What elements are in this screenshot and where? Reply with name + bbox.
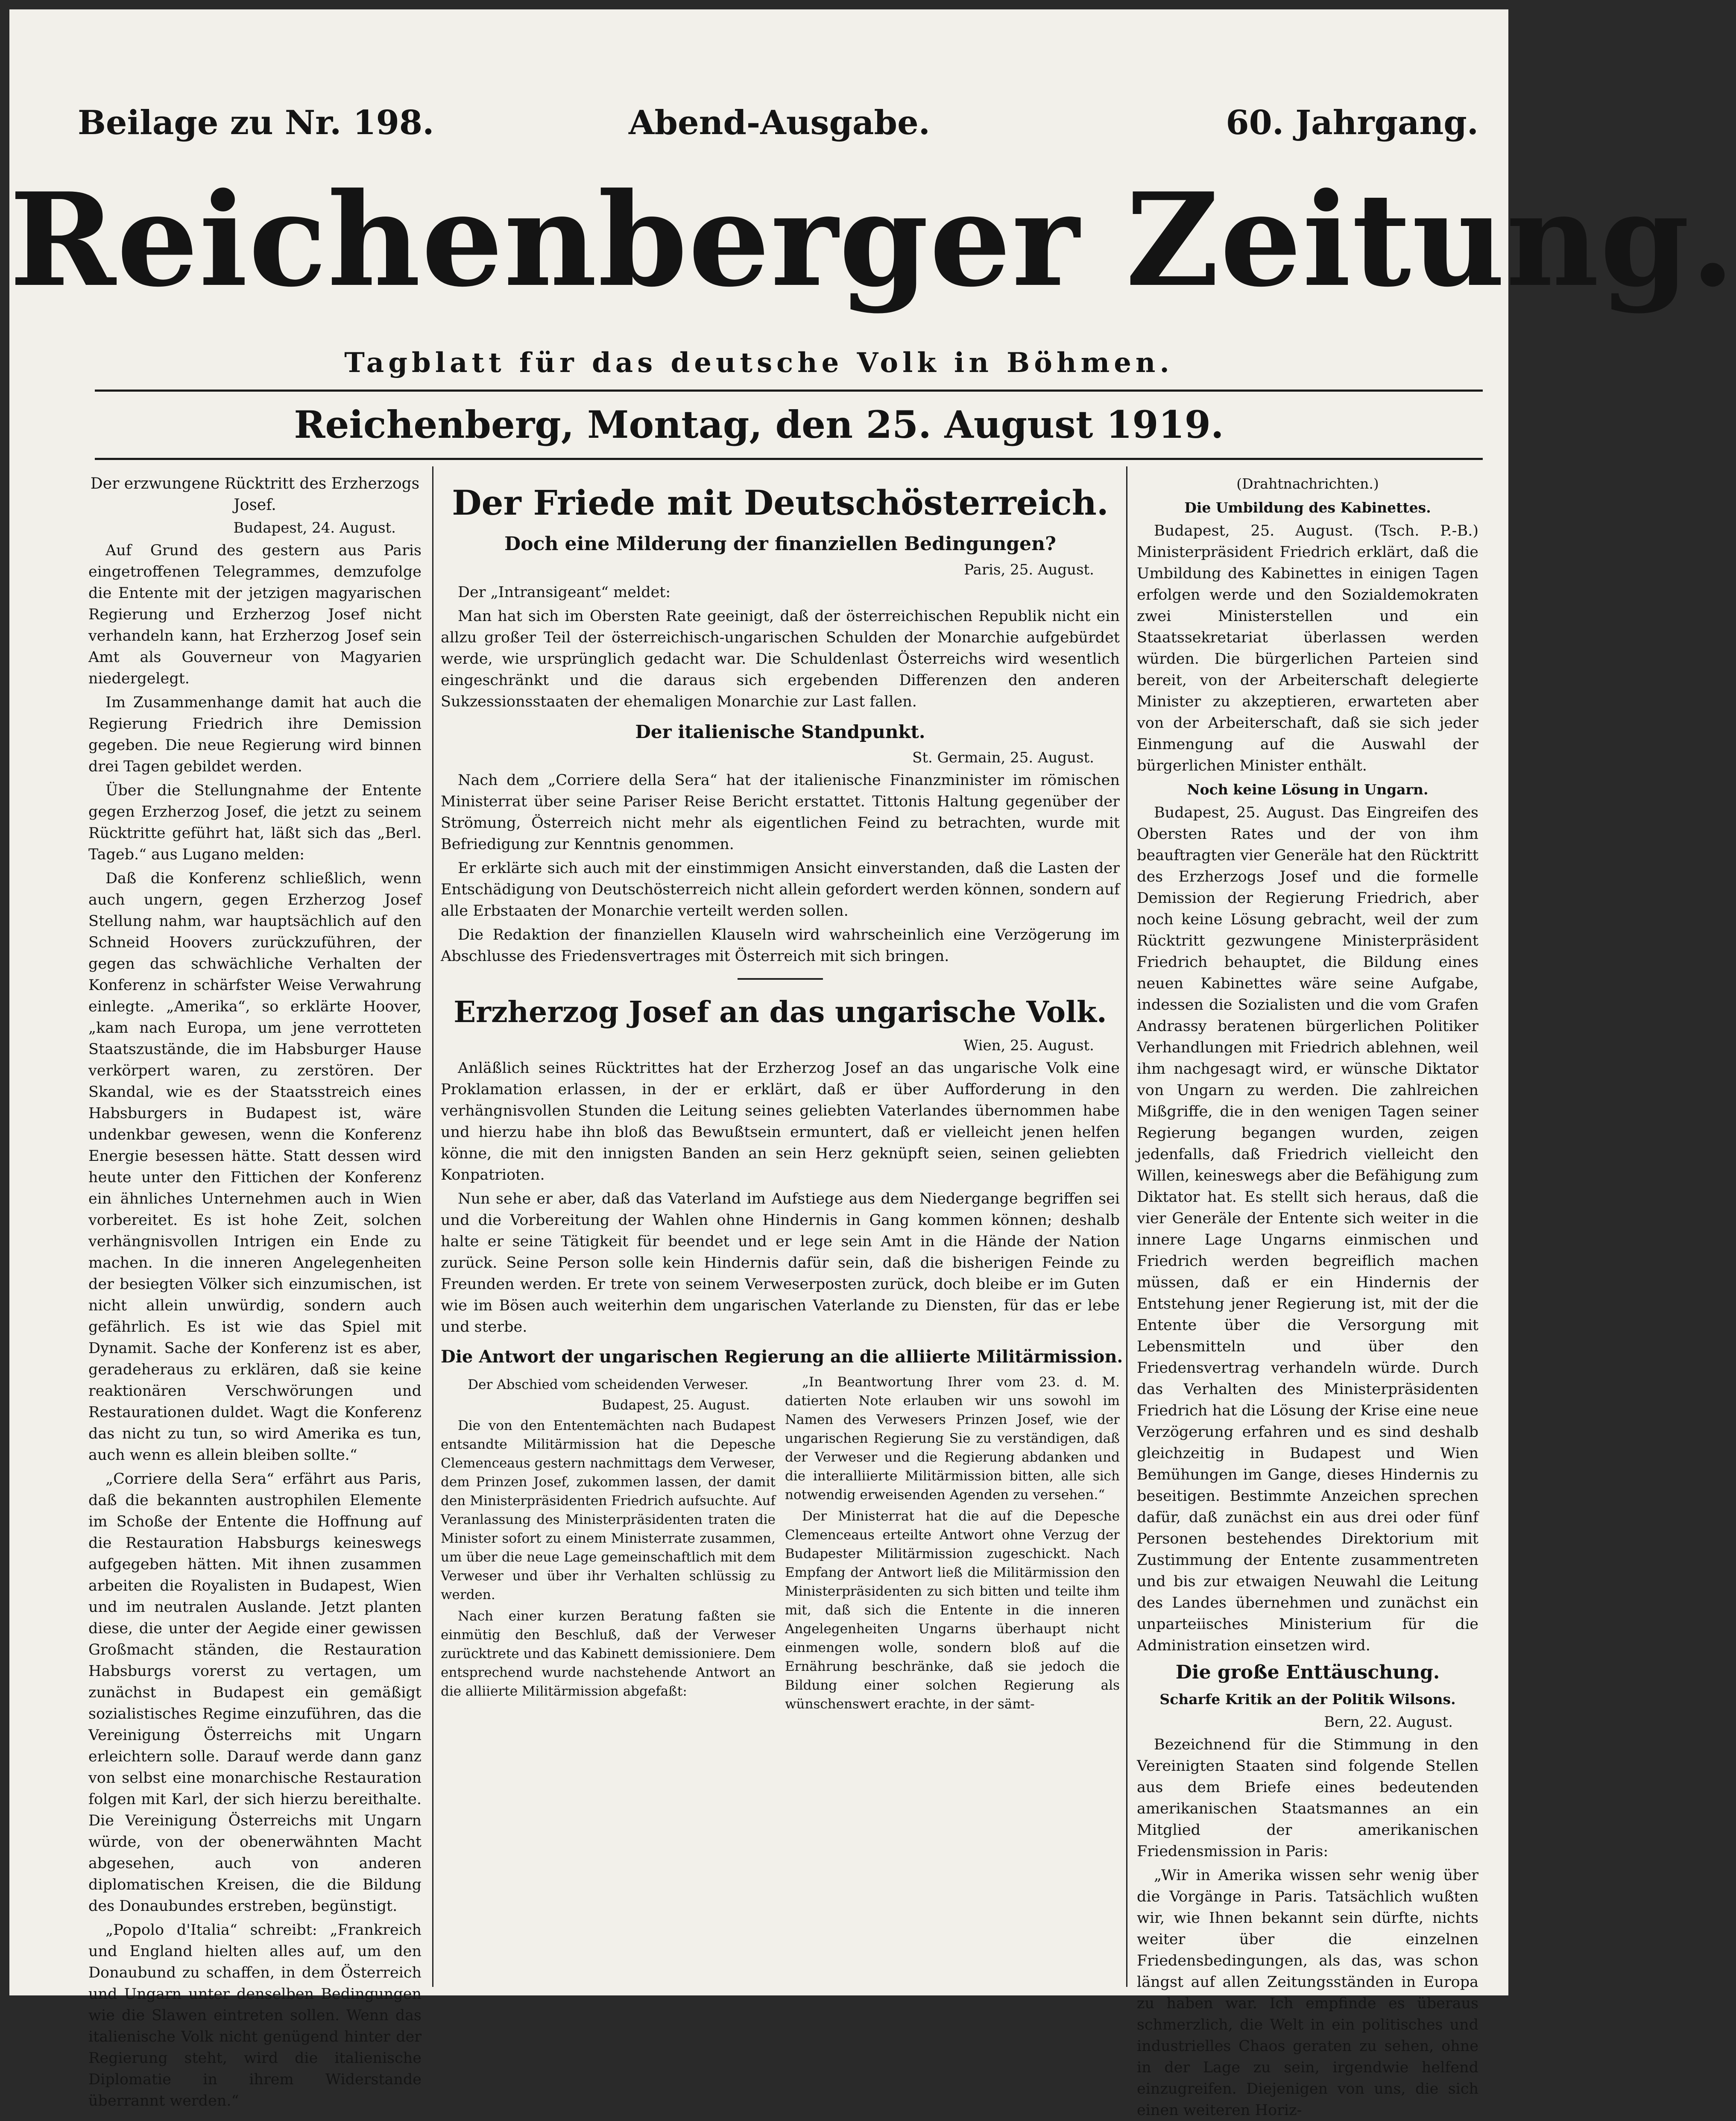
paragraph: Nun sehe er aber, daß das Vaterland im Aufstiege aus dem Niedergange begriffen sei und die Vorbereitung der Wahlen ohne Hindernis in Gang kommen können; deshalb halte er seine Tätigkeit für beendet und er lege sein Amt in die Hände der Nation zurück. Seine Person solle kein Hindernis dafür sein, daß die bisherigen Feinde zu Freunden werden. Er trete von seinem Verweserposten zurück, doch bleibe er im Guten wie im Bösen auch weiterhin dem ungarischen Vaterlande zu Diensten, für das er lebe und sterbe.	[441, 1190, 1120, 1336]
dateline: Reichenberg, Montag, den 25. August 1919.	[294, 402, 1224, 447]
sub-column-left	[441, 1373, 776, 1716]
subheading-wilson: Scharfe Kritik an der Politik Wilsons.	[1159, 1691, 1456, 1708]
paragraph: Im Zusammenhange damit hat auch die Regierung Friedrich ihre Demission gegeben. Die neue Regierung wird binnen drei Tagen gebildet werden.	[88, 694, 422, 775]
right-column	[1137, 471, 1478, 2119]
paragraph: Anläßlich seines Rücktrittes hat der Erzherzog Josef an das ungarische Volk eine Proklamation erlassen, in der er erklärt, daß er über Aufforderung in den verhängnisvollen Stunden die Leitung seines geliebten Vaterlandes übernommen habe und hierzu habe ihn bloß das Bewußtsein ermuntert, daß er vielleicht jenen helfen könne, die mit den innigsten Banden an sein Herz geknüpft seien, seinen geliebten Konpatrioten.	[441, 1060, 1120, 1184]
headline-militarmission: Die Antwort der ungarischen Regierung an die alliierte Militärmission.	[441, 1347, 1123, 1367]
heading-enttauschung: Die große Enttäuschung.	[1175, 1661, 1440, 1683]
section-divider	[738, 978, 823, 980]
headline-friede: Der Friede mit Deutschösterreich.	[452, 483, 1109, 523]
volume-label: 60. Jahrgang.	[1226, 103, 1478, 142]
subheadline-milderung: Doch eine Milderung der finanziellen Bedingungen?	[504, 533, 1056, 555]
article-date: St. Germain, 25. August.	[912, 749, 1094, 766]
paragraph: Budapest, 25. August. (Tsch. P.-B.) Ministerpräsident Friedrich erklärt, daß die Umbildung des Kabinettes in einigen Tagen erfolgen werde und den Sozialdemokraten zwei Ministerstellen und ein Staatssekretariat überlassen werden würden. Die bürgerlichen Parteien sind bereit, von der Arbeiterschaft delegierte Minister zu akzeptieren, erwarteten aber von der Arbeiterschaft, daß sie sich jeder Einmengung auf die Auswahl der bürgerlichen Minister enthält.	[1137, 522, 1478, 774]
masthead-divider-bottom	[95, 458, 1483, 460]
paragraph: Man hat sich im Obersten Rate geeinigt, daß der österreichischen Republik nicht ein allzu großer Teil der österreichisch-ungarischen Schulden der Monarchie aufgebürdet werde, wie ursprünglich gedacht war. Die Schuldenlast Österreichs wird wesentlich eingeschränkt und die daraus sich ergebenden Differenzen den anderen Sukzessionsstaaten der ehemaligen Monarchie zur Last fallen.	[441, 608, 1120, 710]
article-date: Budapest, 25. August.	[602, 1397, 750, 1413]
middle-column	[441, 471, 1123, 1983]
paragraph: Nach einer kurzen Beratung faßten sie einmütig den Beschluß, daß der Verweser zurücktrete und das Kabinett demissioniere. Dem entsprechend wurde nachstehende Antwort an die alliierte Militärmission abgefaßt:	[441, 1608, 776, 1699]
paragraph: „Corriere della Sera“ erfährt aus Paris, daß die bekannten austrophilen Elemente im Schoße der Entente die Hoffnung auf die Restauration Habsburgs keineswegs aufgegeben hätten. Mit ihnen zusammen arbeiten die Royalisten in Budapest, Wien und im neutralen Auslande. Jetzt planten diese, die unter der Aegide einer gewissen Großmacht ständen, die Restauration Habsburgs vorerst zu vertagen, um zunächst in Budapest ein gemäßigt sozialistisches Regime einzuführen, das die Vereinigung Österreichs mit Ungarn erleichtern solle. Darauf werde dann ganz von selbst eine monarchische Restauration folgen mit Karl, der sich hierzu bereithalte. Die Vereinigung Österreichs mit Ungarn würde, von der obenerwähnten Macht abgesehen, auch von anderen diplomatischen Kreisen, die die Bildung des Donaubundes erstreben, begünstigt.	[88, 1471, 422, 1915]
paragraph: „In Beantwortung Ihrer vom 23. d. M. datierten Note erlauben wir uns sowohl im Namen des Verwesers Prinzen Josef, wie der ungarischen Regierung Sie zu verständigen, daß der Verweser und die Regierung abdanken und die interalliierte Militärmission bitten, alle sich notwendig erweisenden Agenden zu versehen.“	[785, 1374, 1120, 1503]
paragraph: „Popolo d'Italia“ schreibt: „Frankreich und England hielten alles auf, um den Donaubund zu schaffen, in dem Österreich und Ungarn unter denselben Bedingungen wie die Slawen eintreten sollen. Wenn das italienische Volk nicht genügend hinter der Regierung steht, wird die italienische Diplomatie in ihrem Widerstande überrannt werden.“	[88, 1922, 422, 2109]
newspaper-title: Reichenberger Zeitung.	[9, 164, 1736, 315]
paragraph: Budapest, 25. August. Das Eingreifen des Obersten Rates und der von ihm beauftragten vier Generäle hat den Rücktritt des Erzherzogs Josef und die formelle Demission der Regierung Friedrich, aber noch keine Lösung gebracht, weil der zum Rücktritt gezwungene Ministerpräsident Friedrich behauptet, die Bildung eines neuen Kabinettes wäre seine Aufgabe, indessen die Sozialisten und die vom Grafen Andrassy beratenen bürgerlichen Politiker Verhandlungen mit Friedrich ablehnen, weil ihm nachgesagt wird, er wünsche Diktator von Ungarn zu werden. Die zahlreichen Mißgriffe, die in den wenigen Tagen seiner Regierung begangen wurden, zeigen jedenfalls, daß Friedrich vielleicht den Willen, keineswegs aber die Befähigung zum Diktator hat. Es stellt sich heraus, daß die vier Generäle der Entente sich weiter in die innere Lage Ungarns einmischen und Friedrich werden begreiflich machen müssen, daß er ein Hindernis der Entstehung jener Regierung ist, mit der die Entente über die Versorgung mit Lebensmitteln und über den Friedensvertrag verhandeln würde. Durch das Verhalten des Ministerpräsidenten Friedrich hat die Lösung der Krise eine neue Verzögerung erfahren und es sind deshalb gleichzeitig in Budapest und Wien Bemühungen im Gange, dieses Hindernis zu beseitigen. Bestimmte Anzeichen sprechen dafür, daß zunächst ein aus drei oder fünf Personen bestehendes Direktorium mit Zustimmung der Entente zusammentreten und bis zur etwaigen Neuwahl die Leitung des Landes übernehmen und zunächst ein unparteiisches Ministerium für die Administration einsetzen wird.	[1137, 804, 1478, 1654]
masthead-topline	[9, 103, 1508, 146]
two-column-article	[441, 1373, 1120, 1716]
paragraph: Er erklärte sich auch mit der einstimmigen Ansicht einverstanden, daß die Lasten der Entschädigung von Deutschösterreich nicht allein gefordert werden können, sondern auf alle Erbstaaten der Monarchie verteilt werden sollen.	[441, 860, 1120, 920]
article-date: Bern, 22. August.	[1324, 1714, 1453, 1731]
wire-news-note: (Drahtnachrichten.)	[1236, 475, 1379, 492]
article-date: Paris, 25. August.	[964, 561, 1094, 578]
subheadline-italienisch: Der italienische Standpunkt.	[635, 721, 925, 742]
sub-column-right	[785, 1373, 1120, 1716]
paragraph: Bezeichnend für die Stimmung in den Vereinigten Staaten sind folgende Stellen aus dem Briefe eines bedeutenden amerikanischen Staatsmannes an ein Mitglied der amerikanischen Friedensmission in Paris:	[1137, 1736, 1478, 1860]
newspaper-page	[9, 9, 1736, 2119]
supplement-number: Beilage zu Nr. 198.	[78, 103, 434, 142]
paragraph: Der Ministerrat hat die auf die Depesche Clemenceaus erteilte Antwort ohne Verzug der Budapester Militärmission zugeschickt. Nach Empfang der Antwort ließ die Militärmission den Ministerpräsidenten zu sich bitten und teilte ihm mit, daß sich die Entente in die inneren Angelegenheiten Ungarns überhaupt nicht einmengen wolle, sondern bloß auf die Ernährung beschränke, daß sie jedoch die Bildung einer solchen Regierung als wünschenswert erachte, in der sämt-	[785, 1509, 1120, 1712]
paragraph: Über die Stellungnahme der Entente gegen Erzherzog Josef, die jetzt zu seinem Rücktritte geführt hat, läßt sich das „Berl. Tageb.“ aus Lugano melden:	[88, 782, 422, 863]
paragraph: Nach dem „Corriere della Sera“ hat der italienische Finanzminister im römischen Ministerrat über seine Pariser Reise Bericht erstattet. Tittonis Haltung gegenüber der Strömung, Österreich nicht mehr als eigentlichen Feind zu betrachten, wurde mit Befriedigung zur Kenntnis genommen.	[441, 772, 1120, 853]
article-heading-rucktritt: Der erzwungene Rücktritt des Erzherzogs Josef.	[90, 475, 420, 514]
headline-erzherzog: Erzherzog Josef an das ungarische Volk.	[454, 995, 1107, 1029]
paragraph: Der „Intransigeant“ meldet:	[458, 584, 671, 601]
paragraph: Die Redaktion der finanziellen Klauseln wird wahrscheinlich eine Verzögerung im Abschlusse des Friedensvertrages mit Österreich mit sich bringen.	[441, 926, 1120, 965]
column-divider-2	[1126, 466, 1127, 1987]
paragraph: Die von den Ententemächten nach Budapest entsandte Militärmission hat die Depesche Clemenceaus gestern nachmittags dem Verweser, dem Prinzen Josef, zukommen lassen, der damit den Ministerpräsidenten Friedrich aufsuchte. Auf Veranlassung des Ministerpräsidenten traten die Minister sofort zu einem Ministerrate zusammen, um über die neue Lage gemeinschaftlich mit dem Verweser und über ihr Verhalten schlüssig zu werden.	[441, 1418, 776, 1602]
article-date: Wien, 25. August.	[963, 1037, 1094, 1054]
article-date: Budapest, 24. August.	[233, 519, 396, 536]
paragraph: Auf Grund des gestern aus Paris eingetroffenen Telegrammes, demzufolge die Entente mit der jetzigen magyarischen Regierung und Erzherzog Josef nicht verhandeln kann, hat Erzherzog Josef sein Amt als Gouverneur von Magyarien niedergelegt.	[88, 542, 422, 687]
edition-label: Abend-Ausgabe.	[629, 103, 930, 142]
heading-keine-losung: Noch keine Lösung in Ungarn.	[1187, 781, 1429, 798]
paragraph: „Wir in Amerika wissen sehr wenig über die Vorgänge in Paris. Tatsächlich wußten wir, wie Ihnen bekannt sein dürfte, nichts weiter über die einzelnen Friedensbedingungen, als das, was schon längst auf allen Zeitungsständen in Europa zu haben war. Ich empfinde es überaus schmerzlich, die Welt in ein politisches und industrielles Chaos geraten zu sehen, ohne in der Lage zu sein, irgendwie helfend einzugreifen. Diejenigen von uns, die sich einen weiteren Horiz-	[1137, 1867, 1478, 2119]
subheadline-abschied: Der Abschied vom scheidenden Verweser.	[468, 1377, 749, 1392]
paragraph: Daß die Konferenz schließlich, wenn auch ungern, gegen Erzherzog Josef Stellung nahm, war hauptsächlich auf den Schneid Hoovers zurückzuführen, der gegen das schwächliche Verhalten der Konferenz in schärfster Weise Verwahrung einlegte. „Amerika“, so erklärte Hoover, „kam nach Europa, um jene verrotteten Staatszustände, die im Habsburger Hause verkörpert waren, zu zerstören. Der Skandal, wie es der Staatsstreich eines Habsburgers in Budapest ist, wäre undenkbar gewesen, wenn die Konferenz Energie besessen hätte. Statt dessen wird heute unter den Fittichen der Konferenz ein ähnliches Unternehmen auch in Wien vorbereitet. Es ist hohe Zeit, solchen verhängnisvollen Intrigen ein Ende zu machen. In die inneren Angelegenheiten der besiegten Völker sich einzumischen, ist nicht allein unwürdig, sondern auch gefährlich. Es ist wie das Spiel mit Dynamit. Sache der Konferenz ist es aber, geradeheraus zu erklären, daß sie keine reaktionären Verschwörungen und Restaurationen duldet. Wagt die Konferenz das nicht zu tun, so wird Amerika es tun, auch wenn es allein bleiben sollte.“	[88, 870, 422, 1464]
masthead-divider-top	[95, 390, 1483, 392]
left-column	[88, 471, 422, 2109]
newspaper-subtitle: Tagblatt für das deutsche Volk in Böhmen.	[344, 347, 1174, 379]
column-divider-1	[432, 466, 433, 1987]
heading-umbildung: Die Umbildung des Kabinettes.	[1184, 499, 1431, 516]
